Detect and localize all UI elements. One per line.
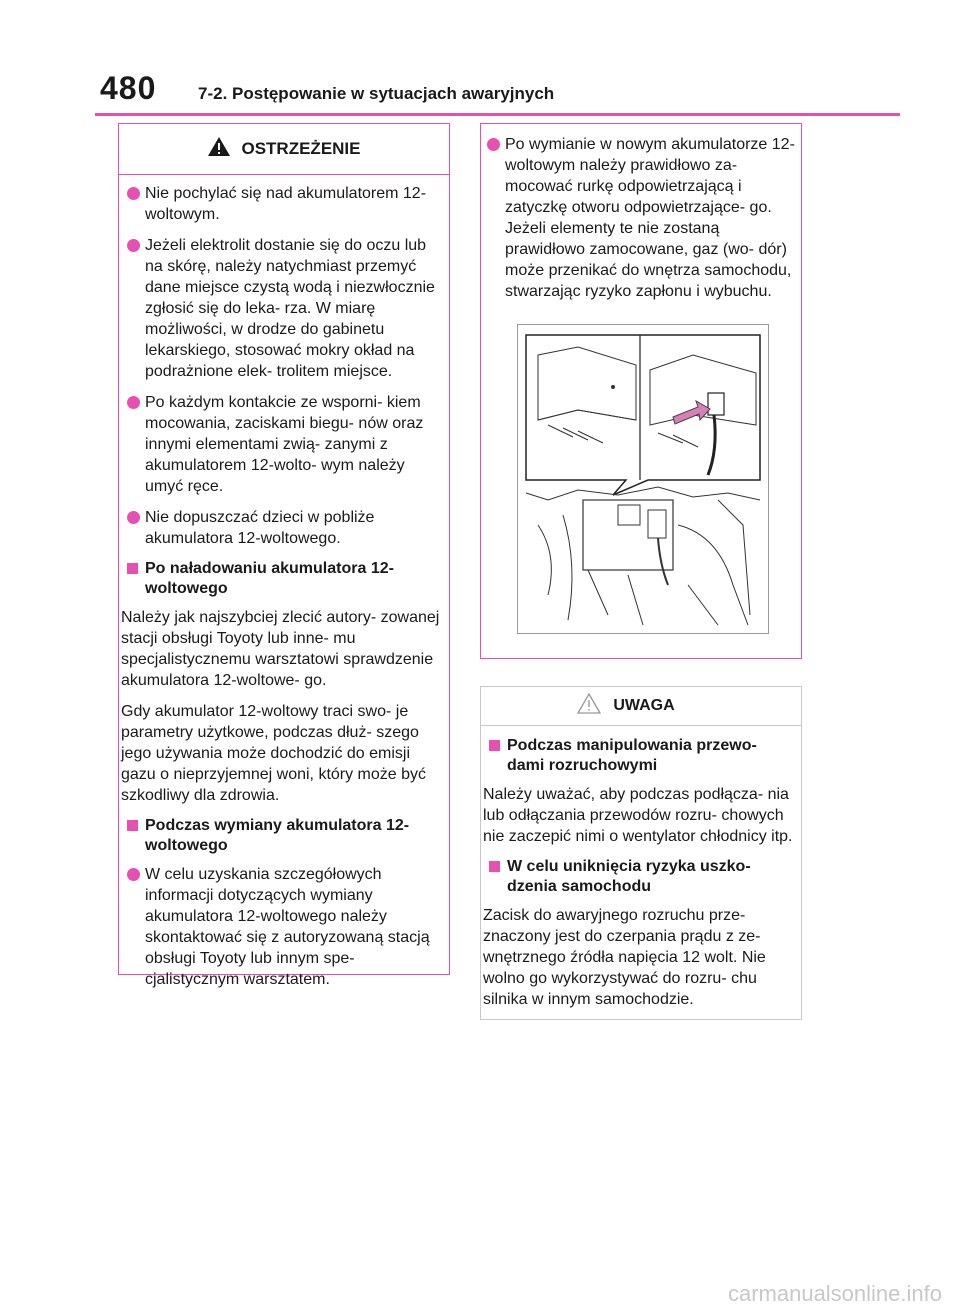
header-rule — [95, 113, 900, 116]
site-watermark: carmanualsonline.info — [727, 1281, 942, 1306]
battery-vent-illustration — [517, 324, 769, 634]
notice-title: UWAGA — [613, 697, 675, 714]
warning-subhead-replacement: Podczas wymiany akumulatora 12-woltowego — [121, 816, 443, 856]
notice-paragraph-1: Należy uważać, aby podczas podłącza- nia lub odłączania przewodów rozru- chowych nie zaczepić nimi o wentylator chłodnicy itp. — [483, 786, 793, 845]
square-bullet-icon — [489, 740, 500, 751]
warning-subhead-charging: Po naładowaniu akumulatora 12-woltowego — [121, 559, 443, 599]
info-box — [480, 123, 802, 659]
warning-box — [118, 123, 450, 988]
warning-paragraph-1: Należy jak najszybciej zlecić autory- zowanej stacji obsługi Toyoty lub inne- mu specjalistycznemu warsztatowi sprawdzenie akumulatora 12-woltowe- go. — [121, 609, 440, 689]
notice-header — [481, 687, 801, 726]
bullet-dot-icon — [127, 868, 140, 881]
notice-subhead-cables: Podczas manipulowania przewo- dami rozruchowymi — [483, 736, 795, 776]
bullet-dot-icon — [487, 138, 500, 151]
bullet-dot-icon — [127, 239, 140, 252]
warning-bullet-4: Nie dopuszczać dzieci w pobliże akumulatora 12-woltowego. — [121, 507, 443, 549]
page-number: 480 — [100, 70, 157, 106]
warning-bullet-3: Po każdym kontakcie ze wsporni- kiem mocowania, zaciskami biegu- nów oraz innymi elementami zwią- zanymi z akumulatorem 12-wolto- wym należy umyć ręce. — [121, 392, 443, 497]
warning-bullet-1: Nie pochylać się nad akumulatorem 12-woltowym. — [121, 183, 443, 225]
info-bullet: Po wymianie w nowym akumulatorze 12-woltowym należy prawidłowo za- mocować rurkę odpowietrzającą i zatyczkę otworu odpowietrzające- go. Jeżeli elementy te nie zostaną prawidłowo zamocowane, gaz (wo- dór) może przenikać do wnętrza samochodu, stwarzając ryzyko zapłonu i wybuchu. — [481, 134, 795, 302]
chapter-title: 7-2. Postępowanie w sytuacjach awaryjnych — [198, 84, 555, 103]
bullet-dot-icon — [127, 187, 140, 200]
warning-bullet-5: W celu uzyskania szczegółowych informacji dotyczących wymiany akumulatora 12-woltowego należy skontaktować się z autoryzowaną stacją obsługi Toyoty lub innym spe- cjalistycznym warsztatem. — [121, 864, 443, 990]
warning-triangle-icon — [207, 136, 231, 162]
warning-paragraph-2: Gdy akumulator 12-woltowy traci swo- je parametry użytkowe, podczas dłuż- szego jego używania może dochodzić do emisji gazu o nieprzyjemnej woni, który może być szkodliwy dla zdrowia. — [121, 703, 427, 804]
warning-bullet-2: Jeżeli elektrolit dostanie się do oczu lub na skórę, należy natychmiast przemyć dane miejsce czystą wodą i niezwłocznie zgłosić się do leka- rza. W miarę możliwości, w drodze do gabinetu lekarskiego, stosować mokry okład na podrażnione elek- trolitem miejsce. — [121, 235, 443, 382]
square-bullet-icon — [127, 563, 138, 574]
bullet-dot-icon — [127, 511, 140, 524]
bullet-dot-icon — [127, 396, 140, 409]
caution-triangle-icon — [577, 693, 601, 719]
battery-illustration-svg — [518, 325, 768, 633]
warning-title: OSTRZEŻENIE — [241, 139, 361, 158]
square-bullet-icon — [489, 861, 500, 872]
notice-box — [480, 686, 802, 1020]
square-bullet-icon — [127, 820, 138, 831]
notice-subhead-damage: W celu uniknięcia ryzyka uszko- dzenia samochodu — [483, 857, 795, 897]
notice-paragraph-2: Zacisk do awaryjnego rozruchu prze- znaczony jest do czerpania prądu z ze- wnętrznego źródła napięcia 12 wolt. Nie wolno go wykorzystywać do rozru- chu silnika w innym samochodzie. — [483, 907, 766, 1008]
warning-header — [119, 124, 449, 175]
